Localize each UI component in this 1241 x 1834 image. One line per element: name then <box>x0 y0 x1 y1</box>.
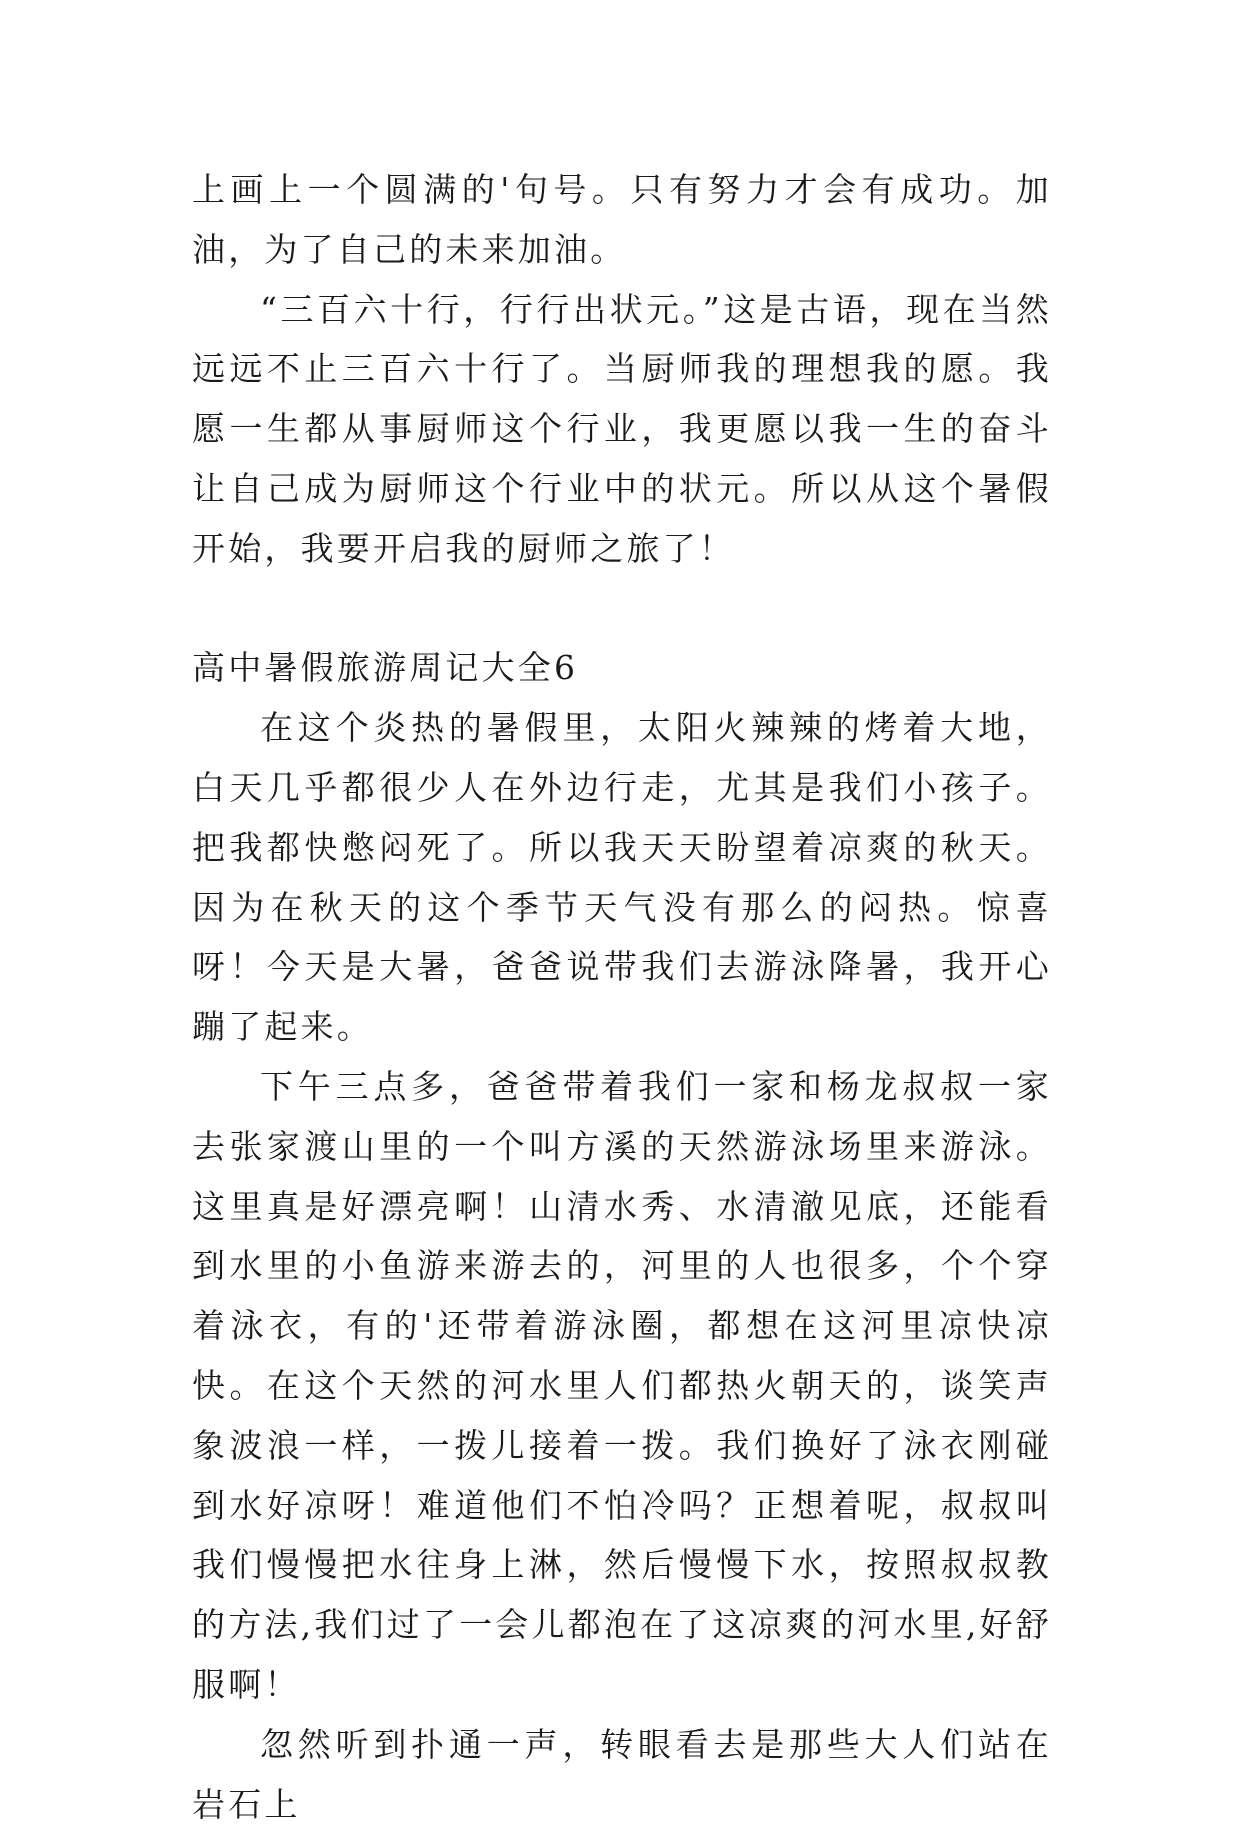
paragraph-splash: 忽然听到扑通一声，转眼看去是那些大人们站在岩石上 <box>192 1724 1052 1824</box>
paragraph-swimming-trip: 下午三点多，爸爸带着我们一家和杨龙叔叔一家去张家渡山里的一个叫方溪的天然游泳场里来游泳。这里真是好漂亮啊！山清水秀、水清澈见底，还能看到水里的小鱼游来游去的，河里的人也很多，个个穿着泳衣，有的'还带着游泳圈，都想在这河里凉快凉快。在这个天然的河水里人们都热火朝天的，谈笑声象波浪一样，一拨儿接着一拨。我们换好了泳衣刚碰到水好凉呀！难道他们不怕冷吗？正想着呢，叔叔叫我们慢慢把水往身上淋，然后慢慢下水，按照叔叔教的方法,我们过了一会儿都泡在了这凉爽的河水里,好舒服啊！ <box>192 1066 1052 1704</box>
paragraph-summer-heat: 在这个炎热的暑假里，太阳火辣辣的烤着大地，白天几乎都很少人在外边行走，尤其是我们小孩子。把我都快憋闷死了。所以我天天盼望着凉爽的秋天。因为在秋天的这个季节天气没有那么的闷热。惊喜呀！今天是大暑，爸爸说带我们去游泳降暑，我开心蹦了起来。 <box>192 708 1052 1047</box>
paragraph-chef-dream: “三百六十行，行行出状元。”这是古语，现在当然远远不止三百六十行了。当厨师我的理想我的愿。我愿一生都从事厨师这个行业，我更愿以我一生的奋斗让自己成为厨师这个行业中的状元。所以从这个暑假开始，我要开启我的厨师之旅了！ <box>192 289 1052 568</box>
section-heading: 高中暑假旅游周记大全6 <box>192 648 579 688</box>
document-body <box>192 160 1052 1834</box>
paragraph-continuation: 上画上一个圆满的'句号。只有努力才会有成功。加油，为了自己的未来加油。 <box>192 170 1052 269</box>
